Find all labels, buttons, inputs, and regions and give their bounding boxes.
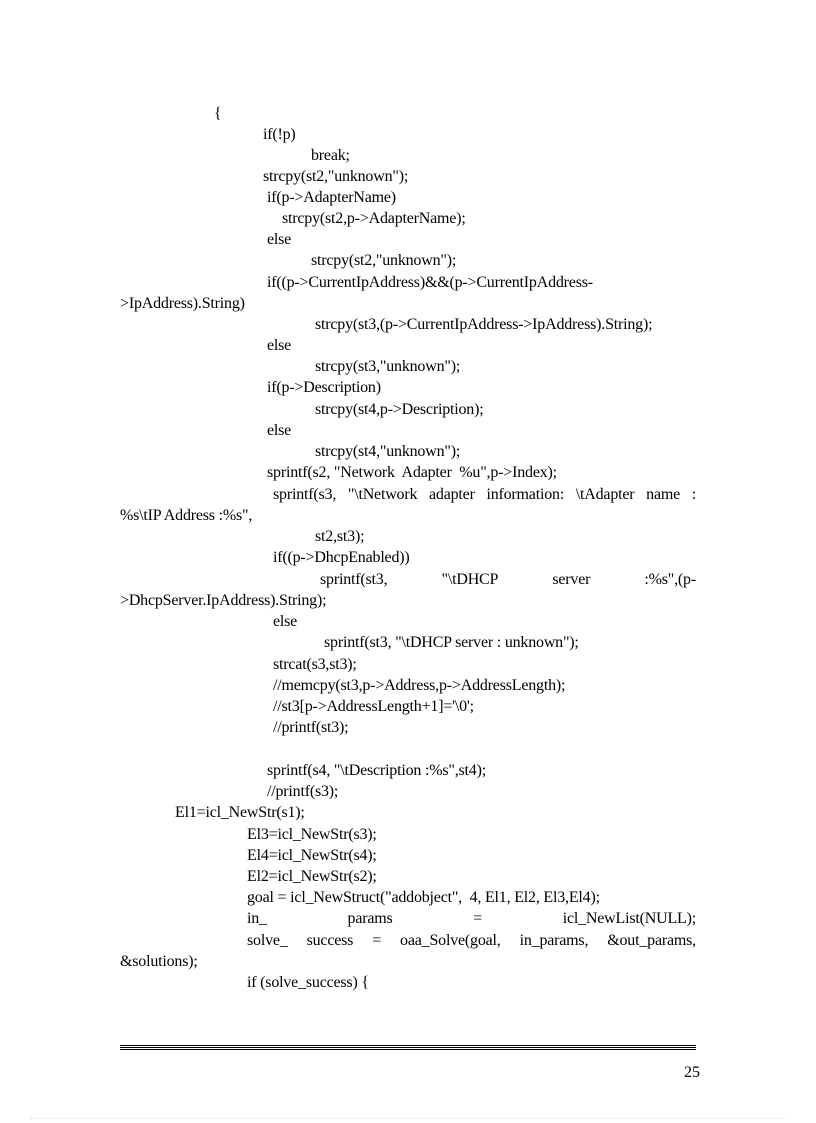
code-line: El1=icl_NewStr(s1); [175,804,305,821]
code-line-justified [320,570,696,590]
code-word: solve_ [247,932,288,949]
code-line: break; [311,147,350,164]
code-line-justified [273,485,696,505]
code-line: strcpy(st2,p->AdapterName); [282,210,466,227]
code-word: = [372,932,382,949]
code-line: goal = icl_NewStruct("addobject", 4, El1, El2, El3,El4); [247,889,600,906]
code-word: "\tNetwork [347,486,418,503]
code-word: name [646,486,680,503]
code-word: params [347,910,393,927]
code-line: if(!p) [263,126,296,143]
code-line: strcpy(st2,"unknown"); [311,252,457,269]
code-word: &out_params, [607,932,696,949]
code-word: server [552,571,591,588]
code-word: in_params, [519,932,589,949]
footer-rule [120,1047,696,1048]
code-line: sprintf(s4, "\tDescription :%s",st4); [267,762,486,779]
code-word: oaa_Solve(goal, [400,932,501,949]
code-line: else [273,613,298,630]
footer-rule [120,1045,696,1046]
code-line: if((p->CurrentIpAddress)&&(p->CurrentIpAddress- [267,274,593,291]
code-line: strcpy(st3,(p->CurrentIpAddress->IpAddress).String); [315,316,653,333]
code-word: success [306,932,354,949]
footer-rule [120,1049,696,1050]
code-line: //printf(st3); [273,719,349,736]
code-word: in_ [247,910,267,927]
page-bottom-border [30,1118,786,1119]
code-word: icl_NewList(NULL); [562,910,696,927]
code-line-justified [247,909,696,929]
code-word: \tAdapter [575,486,635,503]
code-line: El2=icl_NewStr(s2); [247,868,377,885]
code-word: : [691,486,696,503]
code-line: >DhcpServer.IpAddress).String); [120,592,327,609]
code-line: sprintf(st3, "\tDHCP server : unknown"); [324,634,579,651]
code-word: adapter [429,486,475,503]
code-line: if (solve_success) { [247,974,369,991]
code-line: El4=icl_NewStr(s4); [247,847,377,864]
code-line: else [267,231,292,248]
code-line: { [214,105,222,122]
code-line: strcpy(st2,"unknown"); [263,168,409,185]
code-line: strcat(s3,st3); [273,656,357,673]
code-word: "\tDHCP [441,571,499,588]
code-word: information: [486,486,565,503]
code-line: if(p->AdapterName) [267,189,396,206]
code-line: strcpy(st4,"unknown"); [315,443,461,460]
code-line: //st3[p->AddressLength+1]='\0'; [273,698,474,715]
code-line: else [267,337,292,354]
code-line: if(p->Description) [267,379,381,396]
code-line-justified [247,931,696,951]
code-word: sprintf(s3, [273,486,337,503]
code-word: :%s",(p- [644,571,696,588]
page-number: 25 [684,1064,700,1081]
code-line: st2,st3); [315,528,365,545]
code-line: sprintf(s2, "Network Adapter %u",p->Index); [267,464,557,481]
code-word: sprintf(st3, [320,571,388,588]
code-word: = [473,910,483,927]
code-line: //memcpy(st3,p->Address,p->AddressLength); [273,677,566,694]
code-line: &solutions); [120,953,198,970]
code-line: else [267,422,292,439]
code-line: %s\tIP Address :%s", [120,507,253,524]
code-line: >IpAddress).String) [120,295,245,312]
code-line: if((p->DhcpEnabled)) [273,549,410,566]
code-line: //printf(s3); [267,783,339,800]
code-line: El3=icl_NewStr(s3); [247,826,377,843]
code-line: strcpy(st3,"unknown"); [315,358,461,375]
code-line: strcpy(st4,p->Description); [315,401,484,418]
